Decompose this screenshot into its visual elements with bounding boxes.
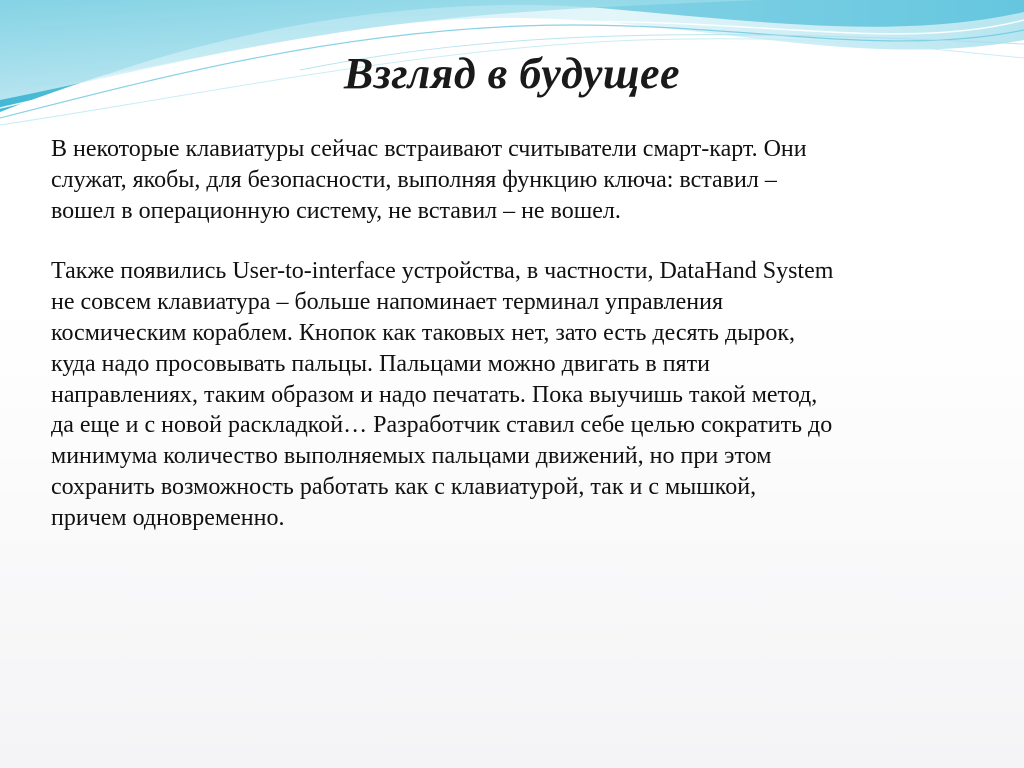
slide-title: Взгляд в будущее bbox=[343, 49, 681, 98]
slide-body bbox=[51, 134, 951, 534]
paragraph-smart-card-keyboards: В некоторые клавиатуры сейчас встраивают считыватели смарт-карт. Они служат, якобы, для безопасности, выполняя функцию ключа: вставил – вошел в операционную систему, не вставил – не вошел. bbox=[51, 136, 807, 224]
paragraph-datahand-system: Также появились User-to-interface устройства, в частности, DataHand System не совсем клавиатура – больше напоминает терминал управления космическим кораблем. Кнопок как таковых нет, зато есть десять дырок, куда надо просовывать пальцы. Пальцами можно двигать в пяти направлениях, таким образом и надо печатать. Пока выучишь такой метод, да еще и с новой раскладкой… Разработчик ставил себе целью сократить до минимума количество выполняемых пальцами движений, но при этом сохранить возможность работать как с клавиатурой, так и с мышкой, причем одновременно. bbox=[51, 258, 834, 531]
